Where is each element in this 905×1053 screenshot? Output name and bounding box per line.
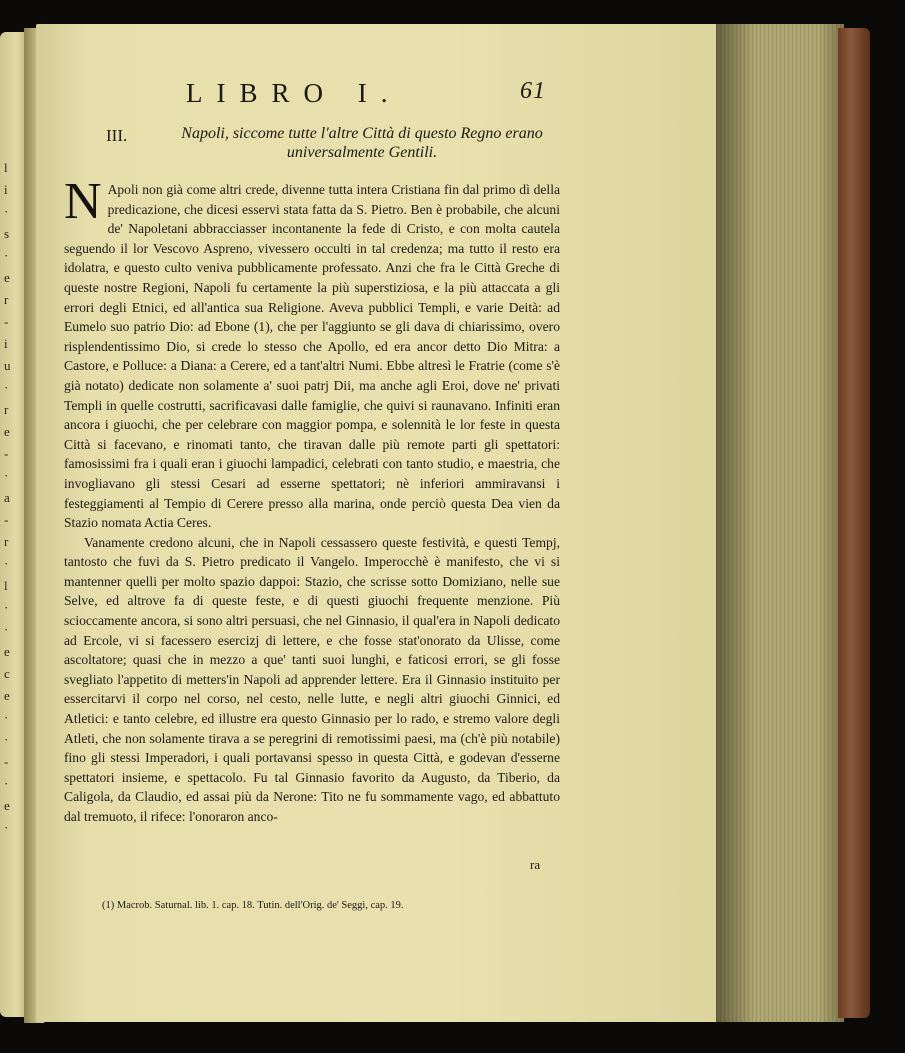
footnote: (1) Macrob. Saturnal. lib. 1. cap. 18. Tutin. dell'Orig. de' Seggi, cap. 19. bbox=[102, 900, 404, 911]
page-edges-shadow bbox=[716, 24, 844, 1022]
paragraph bbox=[64, 533, 560, 827]
catchword: ra bbox=[530, 857, 541, 872]
paragraph-2-text: Vanamente credono alcuni, che in Napoli cessassero queste festività, e questi Tempj, tantosto che fuvi da S. Pietro predicato il Vangelo. Imperocchè è manifesto, che vi si mantenner quelli per molto spazio dappoi: Stazio, che scrisse sotto Domiziano, nelle sue Selve, ed altrove fa di queste feste, e di questi giuochi frequente menzione. Più scioccamente ancora, si sono altri persuasi, che nel Ginnasio, il qual'era in Napoli dedicato ad Ercole, vi si facessero esercizj di lettere, e che fosse stat'onorato da Ulisse, come ascoltatore; quasi che in mezzo a que' tanti suoi lunghi, e faticosi errori, se gli fosse svegliato l'appetito di metters'in Napoli ad apprender lettere. Era il Ginnasio instituito per essercitarvi il corpo nel corso, nel cesto, nelle lutte, e negli altri giuochi Ginnici, ed Atletici: e tanto celebre, ed illustre era questo Ginnasio per lo rado, e stremo valore degli Atleti, che non solamente tirava a se peregrini di remotissimi paesi, ma (ch'è più notabile) fino gli stessi Imperadori, i quali portavansi spesso in questa Città, e godevan d'esserne spettatori insieme, e spettacolo. Fu tal Ginnasio favorito da Augusto, da Tiberio, da Caligola, da Claudio, ed assai più da Nerone: Tito ne fu sommamente vago, ed abbattuto dal tremuoto, il rifece: l'onoraron anco- bbox=[64, 534, 560, 824]
drop-cap: N bbox=[64, 173, 102, 230]
body-text bbox=[64, 173, 560, 827]
previous-page-text-fragments: l i · s · e r - i u · r e - · a - r · l · · e c e · · - · e · bbox=[4, 160, 11, 835]
paragraph-1-text: Apoli non già come altri crede, divenne tutta intera Cristiana fin dal primo dì della predicazione, che dicesi esservi stata fatta da S. Pietro. Ben è probabile, che alcuni de' Napoletani abbracciasser incontanente la fede di Cristo, e con molta cautela seguendo il lor Vescovo Aspreno, vivessero occulti in tal credenza; ma tutto il resto era idolatra, e questo culto veniva pubblicamente professato. Anzi che fra le Città Greche di queste nostre Regioni, Napoli fu certamente la più superstiziosa, e la più attaccata a gli errori degli Etnici, ed all'antica sua Religione. Aveva pubblici Templi, e varie Deità: ad Eumelo suo patrio Dio: ad Ebone (1), che per l'aggiunto se gli dava di chiarissimo, overo risplendentissimo Dio, si crede lo stesso che Apollo, ed era ancor detto Dio Mitra: a Castore, e Polluce: a Diana: a Cerere, ed a tant'altri Numi. Ebbe altresì le Fratrie (come s'è già notato) dedicate non solamente a' suoi patrj Dii, ma anche agli Eroi, dove ne' privati Templi in quelle costrutti, sacrificavasi dalle famiglie, che quivi si raunavano. Infiniti eran ancora i giuochi, che per celebrare con maggior pompa, e solennità le lor feste in questa Città si facevano, e rinomati tanto, che tiravan dalle più remote parti gli spettatori: famosissimi fra i quali eran i giuochi lampadici, celebrati con tanto studio, e maestria, che invogliavano gli stessi Cesari ad esserne spettatori; nè inferiori ammiravansi i festeggiamenti al Tempio di Cerere presso alla marina, onde perciò questa Dea vien da Stazio nomata Actia Ceres. bbox=[64, 182, 560, 531]
book-cover bbox=[838, 28, 870, 1018]
section-number: III. bbox=[106, 126, 128, 145]
running-head-title: LIBRO I. bbox=[186, 78, 402, 108]
running-head bbox=[186, 78, 546, 112]
section-title: Napoli, siccome tutte l'altre Città di questo Regno erano universalmente Gentili. bbox=[181, 125, 543, 161]
page-number: 61 bbox=[520, 78, 546, 104]
paragraph bbox=[64, 173, 560, 533]
